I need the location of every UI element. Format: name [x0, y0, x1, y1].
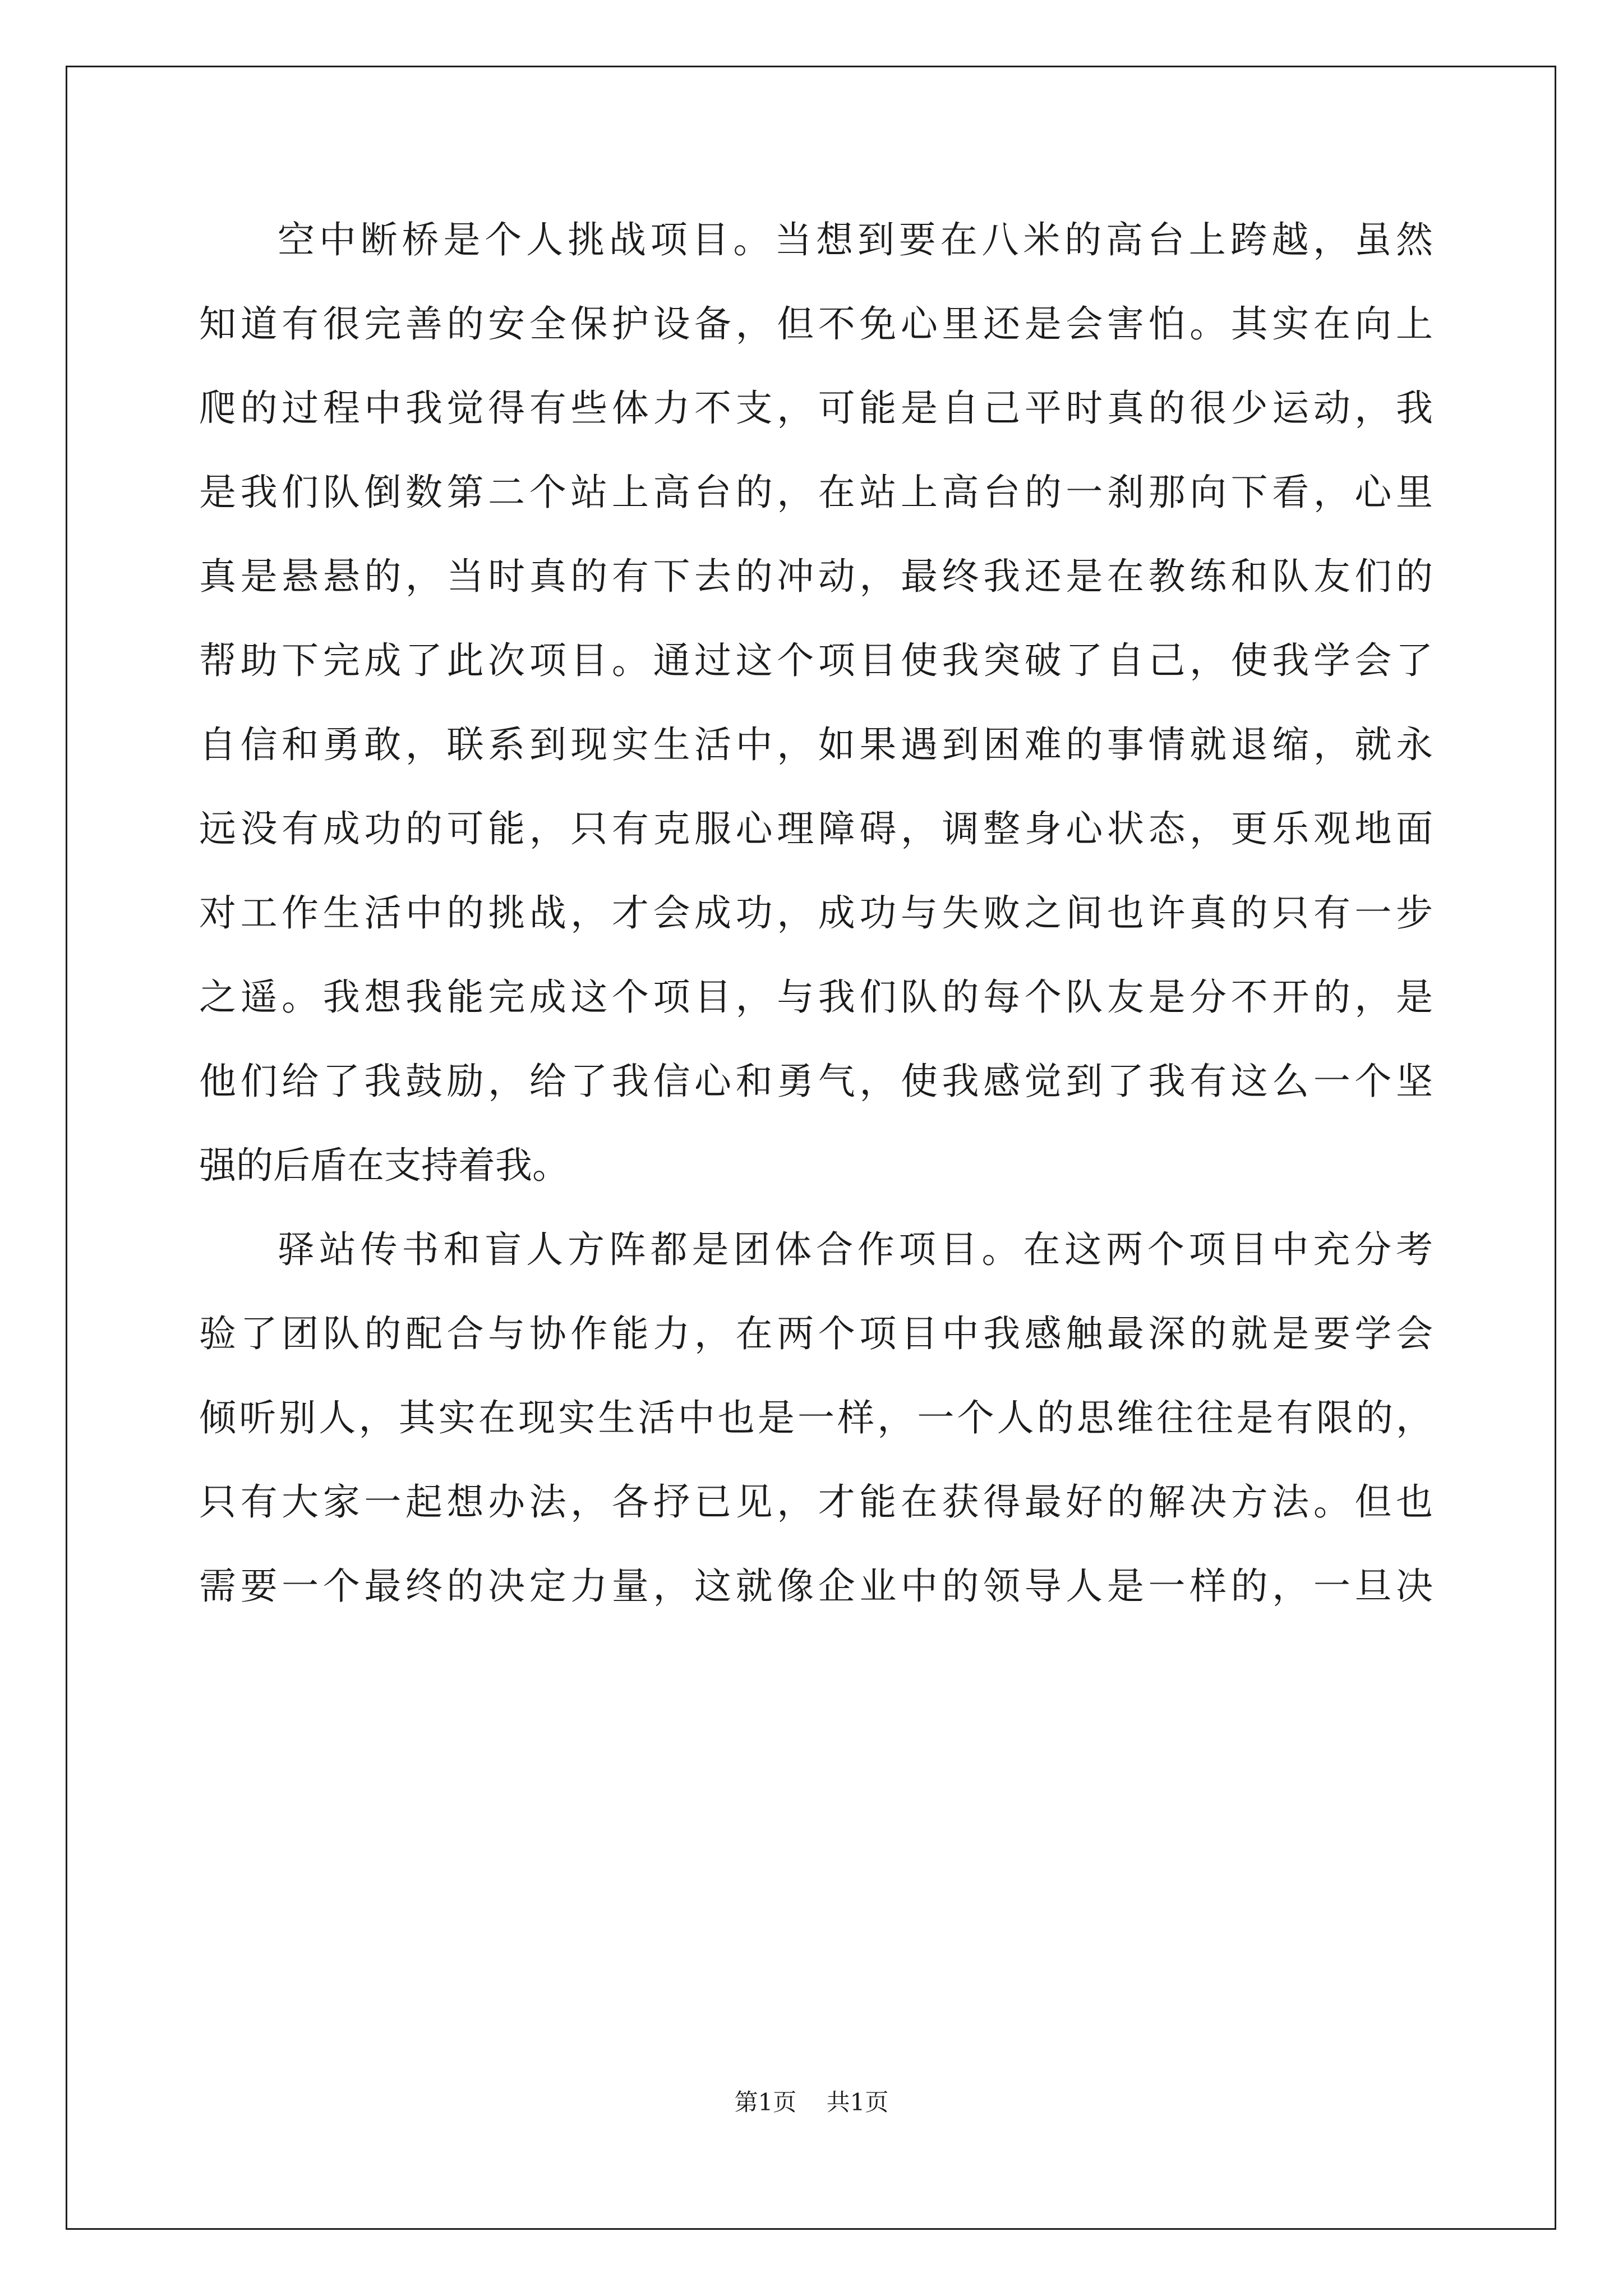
paragraph-1-line-9: 对工作生活中的挑战，才会成功，成功与失败之间也许真的只有一步 — [199, 891, 1433, 935]
paragraph-1-line-12: 强的后盾在支持着我。 — [199, 1144, 569, 1187]
paragraph-1-line-10: 之遥。我想我能完成这个项目，与我们队的每个队友是分不开的，是 — [199, 976, 1433, 1019]
paragraph-1-line-8: 远没有成功的可能，只有克服心理障碍，调整身心状态，更乐观地面 — [199, 807, 1433, 850]
paragraph-2-line-1: 驿站传书和盲人方阵都是团体合作项目。在这两个项目中充分考 — [278, 1228, 1433, 1271]
paragraph-1-line-6: 帮助下完成了此次项目。通过这个项目使我突破了自己，使我学会了 — [199, 639, 1433, 682]
page-footer: 第1页 共1页 — [734, 2088, 889, 2116]
paragraph-2-line-3: 倾听别人，其实在现实生活中也是一样，一个人的思维往往是有限的， — [199, 1396, 1433, 1439]
paragraph-2-line-4: 只有大家一起想办法，各抒已见，才能在获得最好的解决方法。但也 — [199, 1480, 1433, 1524]
paragraph-1-line-7: 自信和勇敢，联系到现实生活中，如果遇到困难的事情就退缩，就永 — [199, 723, 1433, 766]
paragraph-2-line-5: 需要一个最终的决定力量，这就像企业中的领导人是一样的，一旦决 — [199, 1565, 1433, 1608]
paragraph-1-line-2: 知道有很完善的安全保护设备，但不免心里还是会害怕。其实在向上 — [199, 302, 1433, 346]
paragraph-1-line-3: 爬的过程中我觉得有些体力不支，可能是自己平时真的很少运动，我 — [199, 386, 1433, 430]
paragraph-1-line-1: 空中断桥是个人挑战项目。当想到要在八米的高台上跨越，虽然 — [278, 218, 1433, 261]
paragraph-2-line-2: 验了团队的配合与协作能力，在两个项目中我感触最深的就是要学会 — [199, 1312, 1433, 1355]
paragraph-1-line-4: 是我们队倒数第二个站上高台的，在站上高台的一刹那向下看，心里 — [199, 471, 1433, 514]
paragraph-1-line-5: 真是悬悬的，当时真的有下去的冲动，最终我还是在教练和队友们的 — [199, 555, 1433, 598]
paragraph-1-line-11: 他们给了我鼓励，给了我信心和勇气，使我感觉到了我有这么一个坚 — [199, 1060, 1433, 1103]
